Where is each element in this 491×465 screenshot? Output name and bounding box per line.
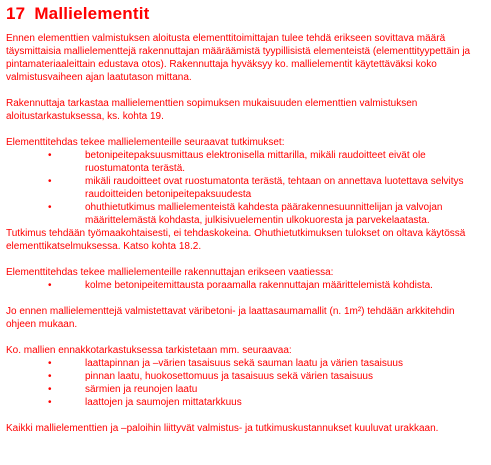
paragraph-intro: Ennen elementtien valmistuksen aloitusta elementtitoimittajan tulee tehdä erikseen sovittava määrä täysmittaisia mallielementtejä rakennuttajan määräämistä tyypillisistä elementeistä (elementtityypettäin ja pintamateriaaleittain edustava otos). Rakennuttaja hyväksyy ko. mallielementit käytettäväksi koko valmistusvaiheen ajan laatutason mittana.: [6, 33, 471, 83]
paragraph-color-samples: Jo ennen mallielementtejä valmistettavat väribetoni- ja laattasaumamallit (n. 1m²) tehdään arkkitehdin ohjeen mukaan.: [6, 306, 455, 330]
bullet-icon: •: [48, 150, 52, 161]
paragraph-costs: Kaikki mallielementtien ja –paloihin liittyvät valmistus- ja tutkimuskustannukset kuuluvat urakkaan.: [6, 423, 439, 434]
paragraph-tests-note: Tutkimus tehdään työmaakohtaisesti, ei tehdaskokeina. Ohuthietutkimuksen tulokset on oltava käytössä elementtikatselmuksessa. Katso kohta 18.2.: [6, 228, 466, 252]
check-list: [6, 357, 491, 409]
bullet-icon: •: [48, 384, 52, 395]
section-title: Mallielementit: [34, 4, 150, 23]
list-item: • pinnan laatu, huokosettomuus ja tasaisuus sekä värien tasaisuus: [48, 371, 373, 382]
list-item: • mikäli raudoitteet ovat ruostumatonta terästä, tehtaan on annettava luotettava selvitys raudoitteiden betonipeitepaksuudesta: [48, 176, 464, 200]
tests-list: [6, 149, 491, 227]
bullet-icon: •: [48, 358, 52, 369]
section-heading: [6, 4, 491, 24]
bullet-icon: •: [48, 202, 52, 213]
bullet-icon: •: [48, 176, 52, 187]
paragraph-check-intro: Ko. mallien ennakkotarkastuksessa tarkistetaan mm. seuraavaa:: [6, 345, 292, 356]
bullet-icon: •: [48, 280, 52, 291]
paragraph-tests-intro: Elementtitehdas tekee mallielementeille seuraavat tutkimukset:: [6, 137, 285, 148]
list-item: • laattapinnan ja –värien tasaisuus sekä sauman laatu ja värien tasaisuus: [48, 358, 403, 369]
list-item: • betonipeitepaksuusmittaus elektronisella mittarilla, mikäli raudoitteet eivät ole ruostumatonta terästä.: [48, 150, 426, 174]
section-number: 17: [6, 4, 26, 23]
extra-list: [6, 279, 491, 292]
paragraph-extra-intro: Elementtitehdas tekee mallielementeille rakennuttajan erikseen vaatiessa:: [6, 267, 334, 278]
bullet-icon: •: [48, 371, 52, 382]
paragraph-inspection: Rakennuttaja tarkastaa mallielementtien sopimuksen mukaisuuden elementtien valmistuksen aloitustarkastuksessa, ks. kohta 19.: [6, 98, 418, 122]
bullet-icon: •: [48, 397, 52, 408]
list-item: • laattojen ja saumojen mittatarkkuus: [48, 397, 242, 408]
list-item: • ohuthietutkimus mallielementeistä kahdesta päärakennesuunnittelijan ja valvojan määrittelemästä kohdasta, julkisivuelementin ulkokuoresta ja parvekelaatasta.: [48, 202, 443, 226]
list-item: • särmien ja reunojen laatu: [48, 384, 198, 395]
list-item: • kolme betonipeitemittausta poraamalla rakennuttajan määrittelemistä kohdista.: [48, 280, 433, 291]
